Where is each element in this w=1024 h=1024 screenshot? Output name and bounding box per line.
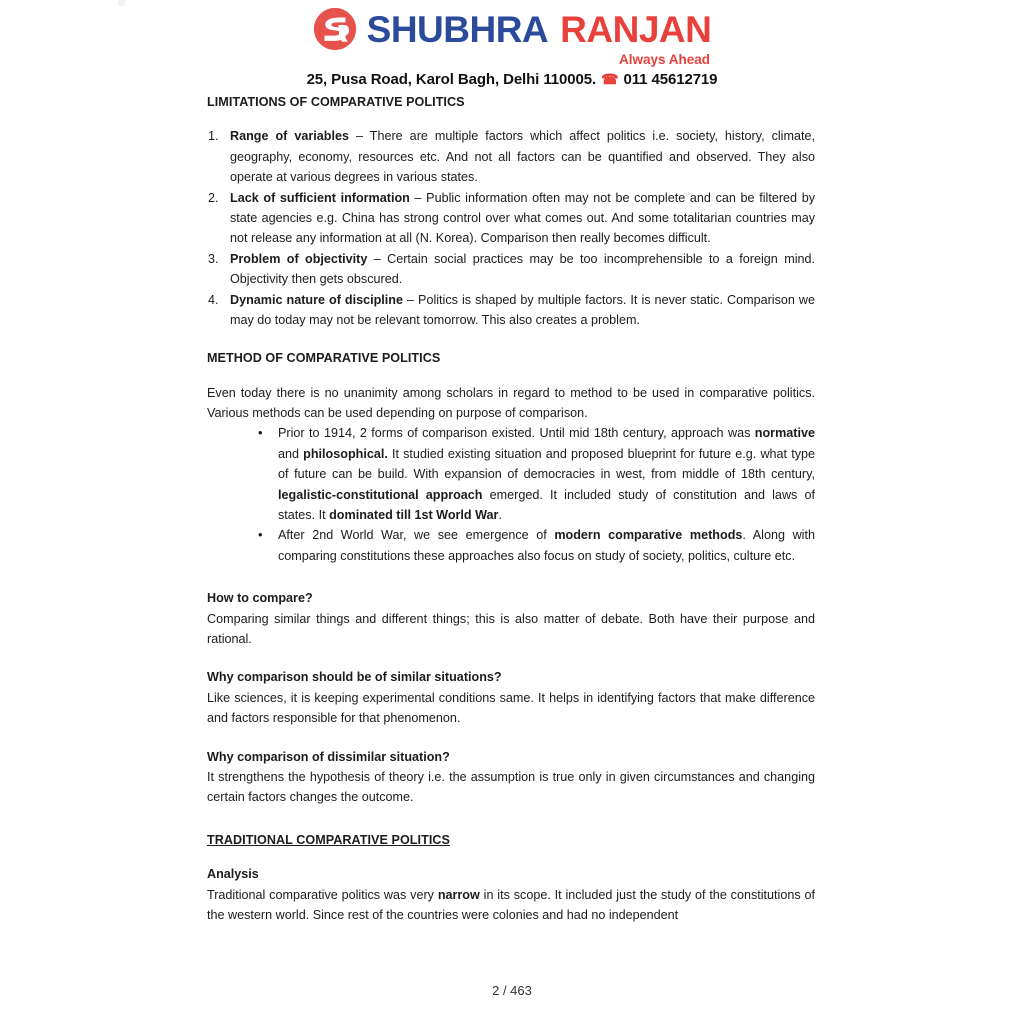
qa-answer: Like sciences, it is keeping experimental conditions same. It helps in identifying factors that make difference and factors responsible for that phenomenon. bbox=[207, 690, 815, 726]
list-item bbox=[207, 290, 815, 331]
bullet-bold-3: legalistic-constitutional approach bbox=[278, 487, 483, 502]
qa-block bbox=[207, 588, 815, 649]
address-text: 25, Pusa Road, Karol Bagh, Delhi 110005. bbox=[306, 70, 597, 88]
analysis-bold: narrow bbox=[437, 887, 480, 902]
spacer bbox=[207, 649, 815, 667]
page-indicator: 2 / 463 bbox=[492, 983, 532, 998]
list-marker: 3. bbox=[208, 251, 219, 266]
page-footer bbox=[0, 983, 1024, 998]
qa-answer: Comparing similar things and different things; this is also matter of debate. Both have their purpose and rational. bbox=[207, 611, 815, 646]
telephone-icon: ☎ bbox=[601, 70, 619, 87]
brand-first-word: SHUBHRA bbox=[366, 8, 549, 50]
bullet-bold-1: modern comparative methods bbox=[554, 528, 743, 543]
sr-monogram-logo-icon bbox=[313, 7, 357, 51]
bullet-seg-2: . Along with comparing constitutions these approaches also focus on study of society, politics, culture etc. bbox=[278, 528, 815, 563]
qa-block bbox=[207, 747, 815, 808]
list-item-body: – Certain social practices may be too incomprehensible to a foreign mind. Objectivity then gets obscured. bbox=[230, 251, 815, 287]
brand-row bbox=[0, 6, 1024, 52]
bullet-bold-2: philosophical. bbox=[303, 446, 388, 461]
spacer bbox=[207, 330, 815, 348]
limitations-list bbox=[207, 126, 815, 330]
list-item-term: Dynamic nature of discipline bbox=[230, 292, 404, 307]
bullet-seg-5: . bbox=[498, 508, 502, 523]
spacer bbox=[207, 729, 815, 747]
section-heading-traditional: TRADITIONAL COMPARATIVE POLITICS bbox=[207, 832, 450, 847]
qa-block bbox=[207, 667, 815, 728]
bullet-seg-4: emerged. It included study of constitution and laws of states. It bbox=[278, 487, 815, 523]
bullet-seg-1: After 2nd World War, we see emergence of bbox=[278, 528, 555, 543]
qa-question: How to compare? bbox=[207, 591, 313, 606]
brand-wordmark bbox=[366, 8, 712, 50]
list-item-body: – Politics is shaped by multiple factors. It is never static. Comparison we may do today may not be relevant tomorrow. This also creates a problem. bbox=[230, 292, 815, 327]
list-item bbox=[258, 525, 815, 566]
list-item-term: Problem of objectivity bbox=[230, 251, 368, 266]
list-item bbox=[258, 423, 815, 525]
qa-question: Why comparison should be of similar situations? bbox=[207, 670, 502, 685]
qa-answer: It strengthens the hypothesis of theory i.e. the assumption is true only in given circumstances and changing certain factors changes the outcome. bbox=[207, 769, 815, 805]
list-item-term: Range of variables bbox=[230, 129, 349, 144]
document-body bbox=[207, 92, 815, 925]
brand-tagline: Always Ahead bbox=[618, 52, 710, 67]
list-item-term: Lack of sufficient information bbox=[230, 190, 410, 205]
spacer bbox=[207, 808, 815, 830]
section-heading-limitations: LIMITATIONS OF COMPARATIVE POLITICS bbox=[207, 95, 465, 109]
method-intro-paragraph: Even today there is no unanimity among scholars in regard to method to be used in comparative politics. Various methods can be used depending on purpose of comparison. bbox=[207, 385, 815, 421]
bullet-icon: • bbox=[258, 425, 263, 441]
section-heading-method: METHOD OF COMPARATIVE POLITICS bbox=[207, 351, 441, 366]
analysis-seg-2: in its scope. It included just the study of the constitutions of the western world. Since rest of the countries were colonies and had no independent bbox=[207, 887, 816, 922]
list-item bbox=[207, 249, 815, 290]
bullet-seg-1: Prior to 1914, 2 forms of comparison existed. Until mid 18th century, approach was bbox=[278, 426, 755, 441]
list-item bbox=[207, 126, 815, 187]
spacer bbox=[207, 566, 815, 588]
list-item-body: – Public information often may not be complete and can be filtered by state agencies e.g. China has strong control over what comes out. And some totalitarian countries may not release any information at all (N. Korea). Comparison then really becomes difficult. bbox=[230, 190, 815, 246]
list-marker: 2. bbox=[208, 190, 219, 205]
bullet-bold-4: dominated till 1st World War bbox=[329, 508, 499, 523]
bullet-seg-2: and bbox=[278, 446, 304, 461]
bullet-icon: • bbox=[258, 527, 263, 543]
analysis-heading: Analysis bbox=[207, 867, 259, 882]
analysis-seg-1: Traditional comparative politics was very bbox=[207, 887, 438, 902]
phone-number: 011 45612719 bbox=[623, 70, 718, 88]
list-marker: 1. bbox=[208, 129, 219, 144]
bullet-bold-1: normative bbox=[754, 426, 815, 441]
qa-question: Why comparison of dissimilar situation? bbox=[207, 749, 450, 764]
analysis-paragraph bbox=[207, 885, 815, 926]
list-item-body: – There are multiple factors which affect politics i.e. society, history, climate, geography, economy, resources etc. And not all factors can be quantified and observed. They also operate at various degrees in various states. bbox=[230, 129, 815, 185]
list-marker: 4. bbox=[208, 292, 219, 307]
address-line bbox=[0, 71, 1024, 88]
letterhead bbox=[0, 6, 1024, 88]
bullet-seg-3: It studied existing situation and proposed blueprint for future e.g. what type of future can be build. With expansion of democracies in west, from middle of 18th century, bbox=[278, 446, 815, 482]
brand-second-word: RANJAN bbox=[560, 8, 712, 50]
list-item bbox=[207, 188, 815, 249]
method-bullet-list bbox=[207, 423, 815, 566]
